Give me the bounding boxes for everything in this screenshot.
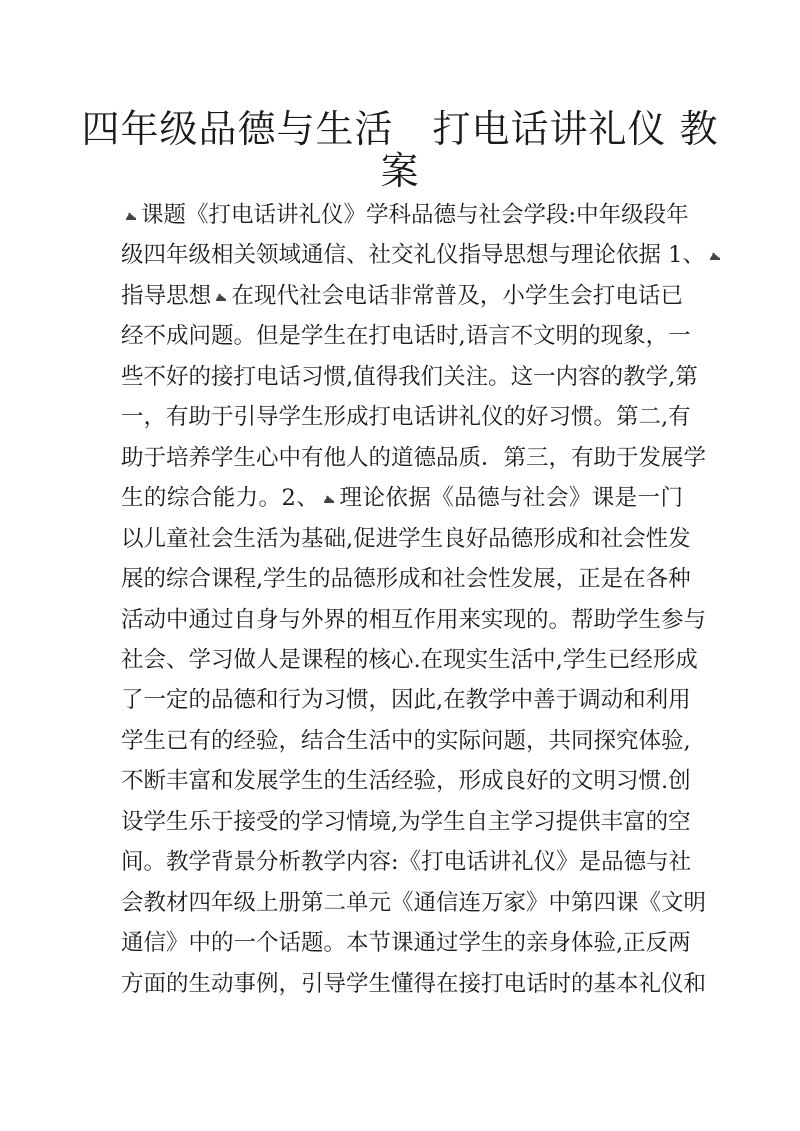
body-text-segment: 设学生乐于接受的学习情境,为学生自主学习提供丰富的空: [121, 808, 691, 835]
bullet-mark-icon: [709, 251, 721, 261]
body-text-line: [121, 925, 691, 961]
body-text-line: [121, 723, 691, 759]
body-text-line: [121, 885, 707, 921]
body-text-segment: 助于培养学生心中有他人的道德品质．第三，有助于发展学: [121, 444, 707, 471]
bullet-mark-icon: [215, 292, 227, 302]
body-text-segment: 经不成问题。但是学生在打电话时,语言不文明的现象，一: [121, 323, 691, 350]
body-text-segment: 在现代社会电话非常普及，小学生会打电话已: [231, 282, 683, 309]
body-text-segment: 以儿童社会生活为基础,促进学生良好品德形成和社会性发: [121, 525, 691, 552]
body-text-line: [121, 359, 698, 395]
document-title-line-1: 四年级品德与生活 打电话讲礼仪 教: [81, 107, 719, 151]
body-text-line: [121, 237, 705, 273]
body-text-segment: 会教材四年级上册第二单元《通信连万家》中第四课《文明: [121, 889, 707, 916]
body-text-line: [121, 804, 691, 840]
body-text-segment: 生的综合能力。2、: [121, 485, 320, 512]
body-text-segment: 方面的生动事例，引导学生懂得在接打电话时的基本礼仪和: [121, 970, 707, 997]
body-text-segment: 课题《打电话讲礼仪》学科品德与社会学段:中年级段年: [141, 202, 689, 228]
body-text-line: [121, 642, 698, 678]
body-text-line: [121, 318, 691, 354]
document-title-line-2: 案: [380, 149, 420, 193]
body-text-line: [121, 197, 689, 233]
body-text-segment: 间。教学背景分析教学内容:《打电话讲礼仪》是品德与社: [121, 849, 692, 876]
body-text-segment: 理论依据《品德与社会》课是一门: [339, 485, 683, 512]
body-text-segment: 了一定的品德和行为习惯，因此,在教学中善于调动和利用: [121, 687, 691, 714]
body-text-segment: 活动中通过自身与外界的相互作用来实现的。帮助学生参与: [121, 606, 707, 633]
body-text-line: [121, 763, 691, 799]
body-text-line: [121, 278, 683, 314]
body-text-segment: 展的综合课程,学生的品德形成和社会性发展，正是在各种: [121, 566, 691, 593]
body-text-segment: 些不好的接打电话习惯,值得我们关注。这一内容的教学,第: [121, 363, 698, 390]
body-text-segment: 级四年级相关领域通信、社交礼仪指导思想与理论依据 1、: [121, 242, 705, 269]
body-text-line: [121, 521, 691, 557]
body-text-segment: 指导思想: [121, 282, 212, 309]
body-text-segment: 不断丰富和发展学生的生活经验，形成良好的文明习惯.创: [121, 768, 691, 795]
body-text-segment: 社会、学习做人是课程的核心.在现实生活中,学生已经形成: [121, 646, 698, 673]
body-text-segment: 一，有助于引导学生形成打电话讲礼仪的好习惯。第二,有: [121, 404, 691, 431]
body-text-segment: 学生已有的经验，结合生活中的实际问题，共同探究体验,: [121, 727, 691, 754]
bullet-mark-icon: [125, 211, 137, 221]
body-text-line: [121, 561, 691, 597]
body-text-line: [121, 966, 707, 1002]
body-text-segment: 通信》中的一个话题。本节课通过学生的亲身体验,正反两: [121, 930, 691, 957]
body-text-line: [121, 399, 691, 435]
body-text-line: [121, 480, 683, 516]
body-text-line: [121, 844, 692, 880]
body-text-line: [121, 602, 707, 638]
body-text-line: [121, 440, 707, 476]
bullet-mark-icon: [323, 494, 335, 504]
body-text-line: [121, 682, 691, 718]
